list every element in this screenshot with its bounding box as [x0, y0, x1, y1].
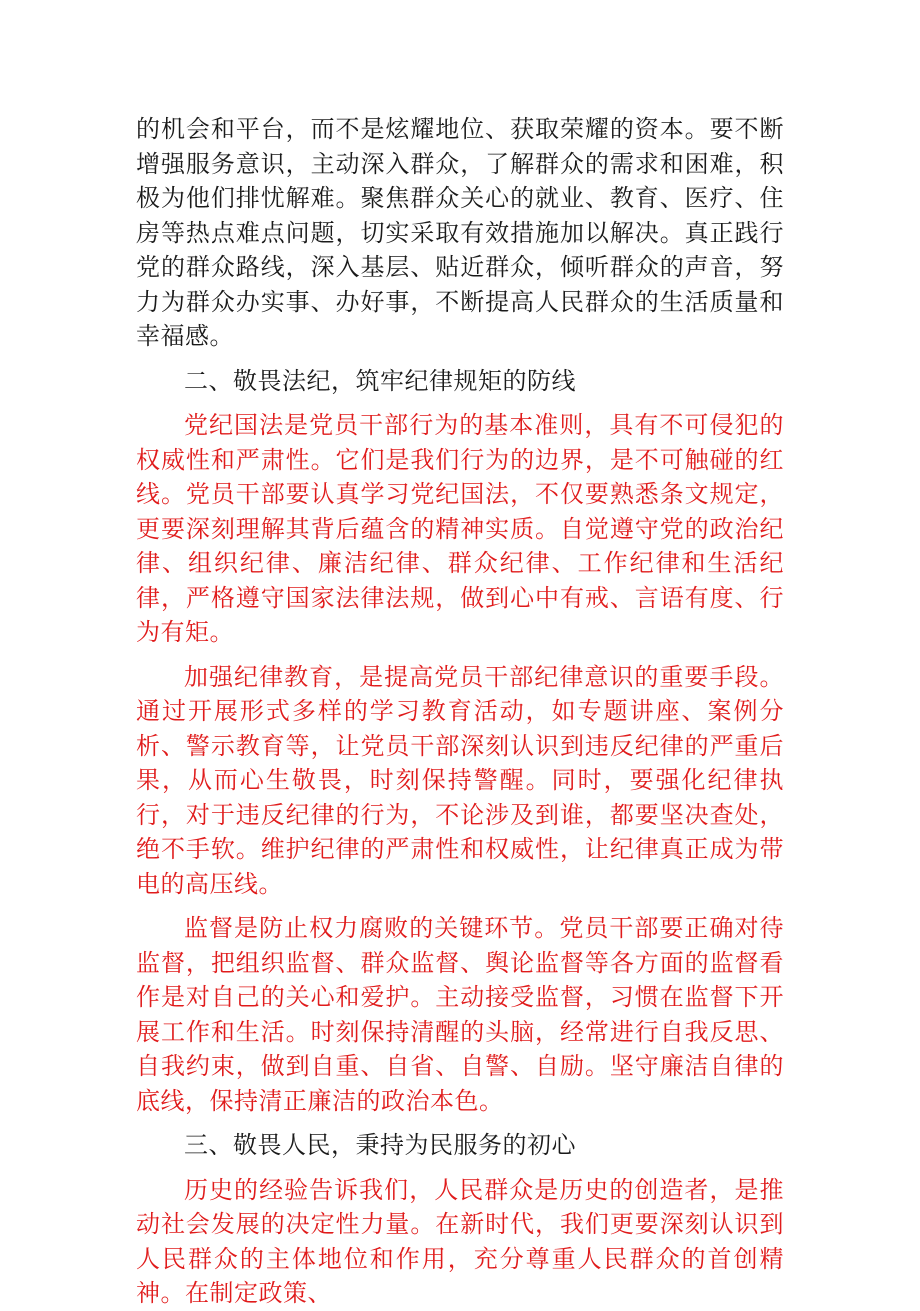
- paragraph-gap: [136, 398, 784, 408]
- paragraph-supervision: 监督是防止权力腐败的关键环节。党员干部要正确对待监督，把组织监督、群众监督、舆论监督等各方面的监督看作是对自己的关心和爱护。主动接受监督，习惯在监督下开展工作和生活。时刻保持清醒的头脑，经常进行自我反思、自我约束，做到自重、自省、自警、自励。坚守廉洁自律的底线，保持清正廉洁的政治本色。: [136, 914, 784, 1115]
- section-heading-3: 三、敬畏人民，秉持为民服务的初心: [184, 1131, 576, 1159]
- paragraph-gap: [136, 650, 784, 660]
- paragraph-gap: [136, 354, 784, 364]
- paragraph-discipline-education: 加强纪律教育，是提高党员干部纪律意识的重要手段。通过开展形式多样的学习教育活动，如专题讲座、案例分析、警示教育等，让党员干部深刻认识到违反纪律的严重后果，从而心生敬畏，时刻保持警醒。同时，要强化纪律执行，对于违反纪律的行为，不论涉及到谁，都要坚决查处，绝不手软。维护纪律的严肃性和权威性，让纪律真正成为带电的高压线。: [136, 662, 784, 898]
- paragraph-people: 历史的经验告诉我们，人民群众是历史的创造者，是推动社会发展的决定性力量。在新时代，我们更要深刻认识到人民群众的主体地位和作用，充分尊重人民群众的首创精神。在制定政策、: [136, 1175, 784, 1307]
- paragraph-discipline-law: 党纪国法是党员干部行为的基本准则，具有不可侵犯的权威性和严肃性。它们是我们行为的边界，是不可触碰的红线。党员干部要认真学习党纪国法，不仅要熟悉条文规定，更要深刻理解其背后蕴含的精神实质。自觉遵守党的政治纪律、组织纪律、廉洁纪律、群众纪律、工作纪律和生活纪律，严格遵守国家法律法规，做到心中有戒、言语有度、行为有矩。: [136, 411, 784, 646]
- paragraph-gap: [136, 901, 784, 911]
- section-heading-2: 二、敬畏法纪，筑牢纪律规矩的防线: [184, 366, 576, 395]
- paragraph-gap: [136, 1163, 784, 1173]
- document-body: [136, 112, 784, 1311]
- paragraph-continuation: 的机会和平台，而不是炫耀地位、获取荣耀的资本。要不断增强服务意识，主动深入群众，了解群众的需求和困难，积极为他们排忧解难。聚焦群众关心的就业、教育、医疗、住房等热点难点问题，切实采取有效措施加以解决。真正践行党的群众路线，深入基层、贴近群众，倾听群众的声音，努力为群众办实事、办好事，不断提高人民群众的生活质量和幸福感。: [136, 115, 784, 350]
- paragraph-gap: [136, 1118, 784, 1128]
